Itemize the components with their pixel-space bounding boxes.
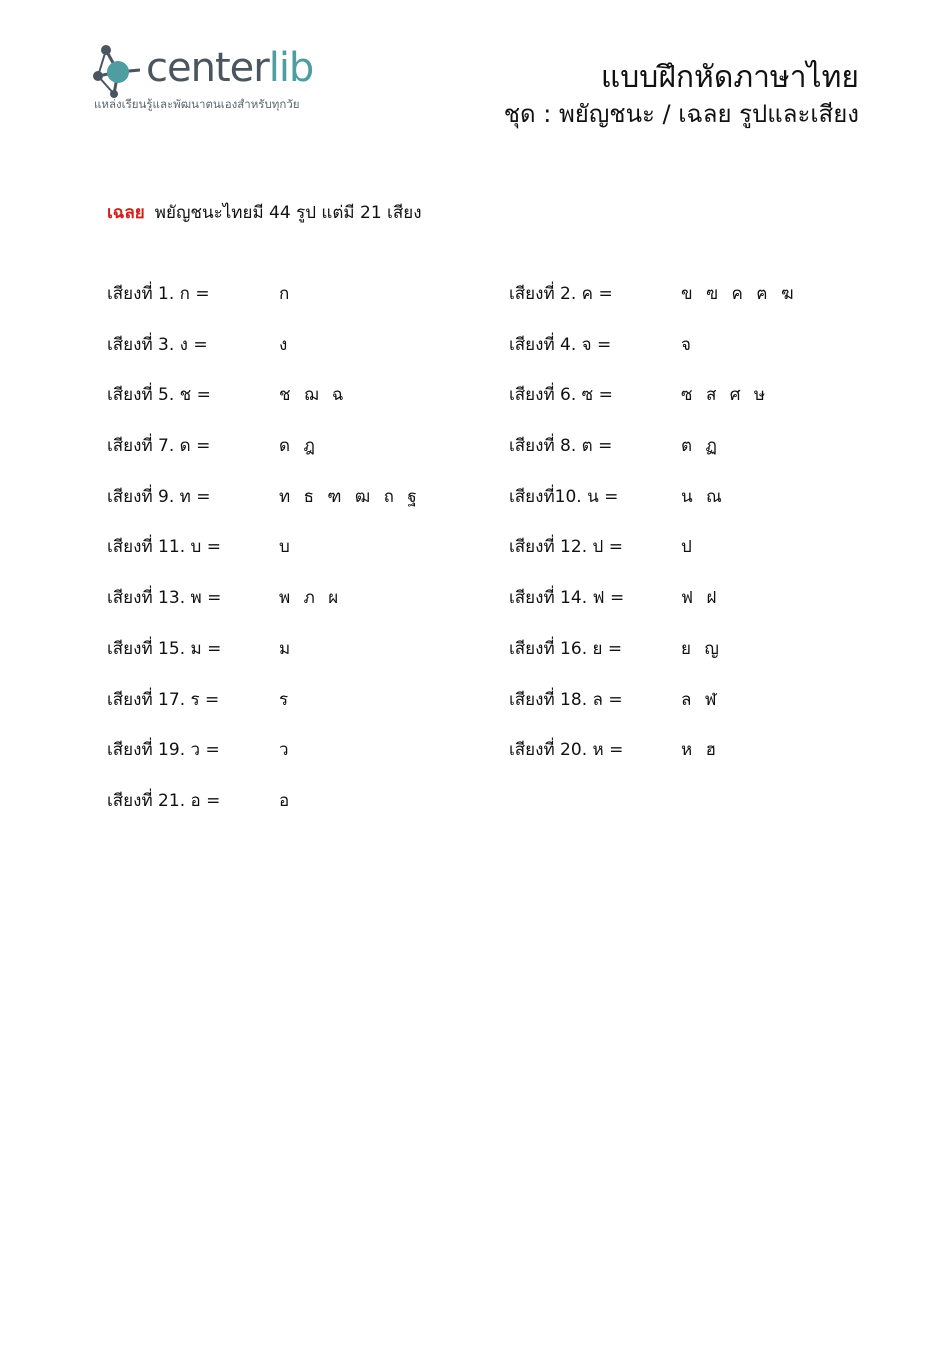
sound-label: เสียงที่ 7. ด =: [107, 436, 211, 457]
sound-row: [107, 636, 867, 687]
sound-label: เสียงที่ 12. ป =: [509, 537, 623, 558]
sound-row: [107, 281, 867, 332]
sounds-list: [107, 281, 867, 839]
sound-row: [107, 382, 867, 433]
sound-letters: ป: [681, 537, 693, 558]
sound-label: เสียงที่ 5. ช =: [107, 385, 211, 406]
sound-letters: พ ภ ผ: [279, 588, 340, 609]
sound-letters: ย ญ: [681, 638, 720, 659]
sound-letters: ง: [279, 334, 289, 355]
sound-label: เสียงที่ 6. ซ =: [509, 385, 613, 406]
sound-letters: ว: [279, 740, 290, 761]
logo-word-main: center: [146, 45, 269, 91]
sound-label: เสียงที่ 1. ก =: [107, 284, 210, 304]
sound-label: เสียงที่ 19. ว =: [107, 740, 220, 761]
sound-label: เสียงที่ 4. จ =: [509, 334, 612, 355]
sound-letters: ท ธ ฑ ฒ ถ ฐ: [279, 486, 418, 507]
sound-letters: จ: [681, 334, 692, 355]
sound-letters: ห ฮ: [681, 740, 717, 761]
sound-label: เสียงที่ 11. บ =: [107, 537, 221, 558]
logo-word-accent: lib: [268, 45, 314, 91]
sound-letters: น ณ: [681, 486, 723, 507]
sound-letters: ร: [279, 689, 290, 710]
sound-letters: ต ฏ: [681, 436, 718, 457]
sound-letters: บ: [279, 537, 291, 558]
molecule-logo-icon: [92, 42, 148, 98]
sound-letters: อ: [279, 790, 291, 811]
answer-summary: [107, 200, 422, 226]
sound-label: เสียงที่ 15. ม =: [107, 638, 222, 659]
sound-label: เสียงที่ 2. ค =: [509, 284, 613, 304]
sound-row: [107, 433, 867, 484]
sound-row: [107, 534, 867, 585]
sound-letters: ข ฃ ค ฅ ฆ: [681, 284, 795, 304]
sound-row: [107, 332, 867, 383]
sound-letters: ซ ส ศ ษ: [681, 385, 767, 406]
sound-label: เสียงที่ 14. ฟ =: [509, 588, 625, 609]
logo-tagline: แหล่งเรียนรู้และพัฒนาตนเองสำหรับทุกวัย: [94, 97, 300, 111]
sound-label: เสียงที่ 9. ท =: [107, 486, 211, 507]
sound-letters: ก: [279, 284, 291, 304]
page-subtitle: ชุด : พยัญชนะ / เฉลย รูปและเสียง: [503, 100, 859, 128]
sound-letters: ม: [279, 638, 292, 659]
sound-label: เสียงที่10. น =: [509, 486, 619, 507]
sound-row: [107, 484, 867, 535]
sound-label: เสียงที่ 13. พ =: [107, 588, 222, 609]
sound-label: เสียงที่ 20. ห =: [509, 740, 624, 761]
sound-label: เสียงที่ 16. ย =: [509, 638, 623, 659]
sound-row: [107, 788, 867, 839]
logo-wordmark: [146, 44, 313, 92]
sound-label: เสียงที่ 8. ต =: [509, 436, 613, 457]
answer-text: พยัญชนะไทยมี 44 รูป แต่มี 21 เสียง: [154, 203, 422, 223]
sound-letters: ด ฎ: [279, 436, 316, 457]
page-title: แบบฝึกหัดภาษาไทย: [600, 60, 859, 95]
answer-label: เฉลย: [107, 203, 145, 223]
sound-label: เสียงที่ 21. อ =: [107, 790, 221, 811]
sound-row: [107, 737, 867, 788]
centerlib-logo: [92, 40, 342, 120]
sound-label: เสียงที่ 18. ล =: [509, 689, 623, 710]
sound-row: [107, 687, 867, 738]
sound-row: [107, 585, 867, 636]
sound-letters: ล ฬ: [681, 689, 718, 710]
sound-label: เสียงที่ 17. ร =: [107, 689, 220, 710]
header-titles: [504, 58, 859, 130]
sound-letters: ช ฌ ฉ: [279, 385, 345, 406]
sound-letters: ฟ ฝ: [681, 588, 718, 609]
sound-label: เสียงที่ 3. ง =: [107, 334, 208, 355]
